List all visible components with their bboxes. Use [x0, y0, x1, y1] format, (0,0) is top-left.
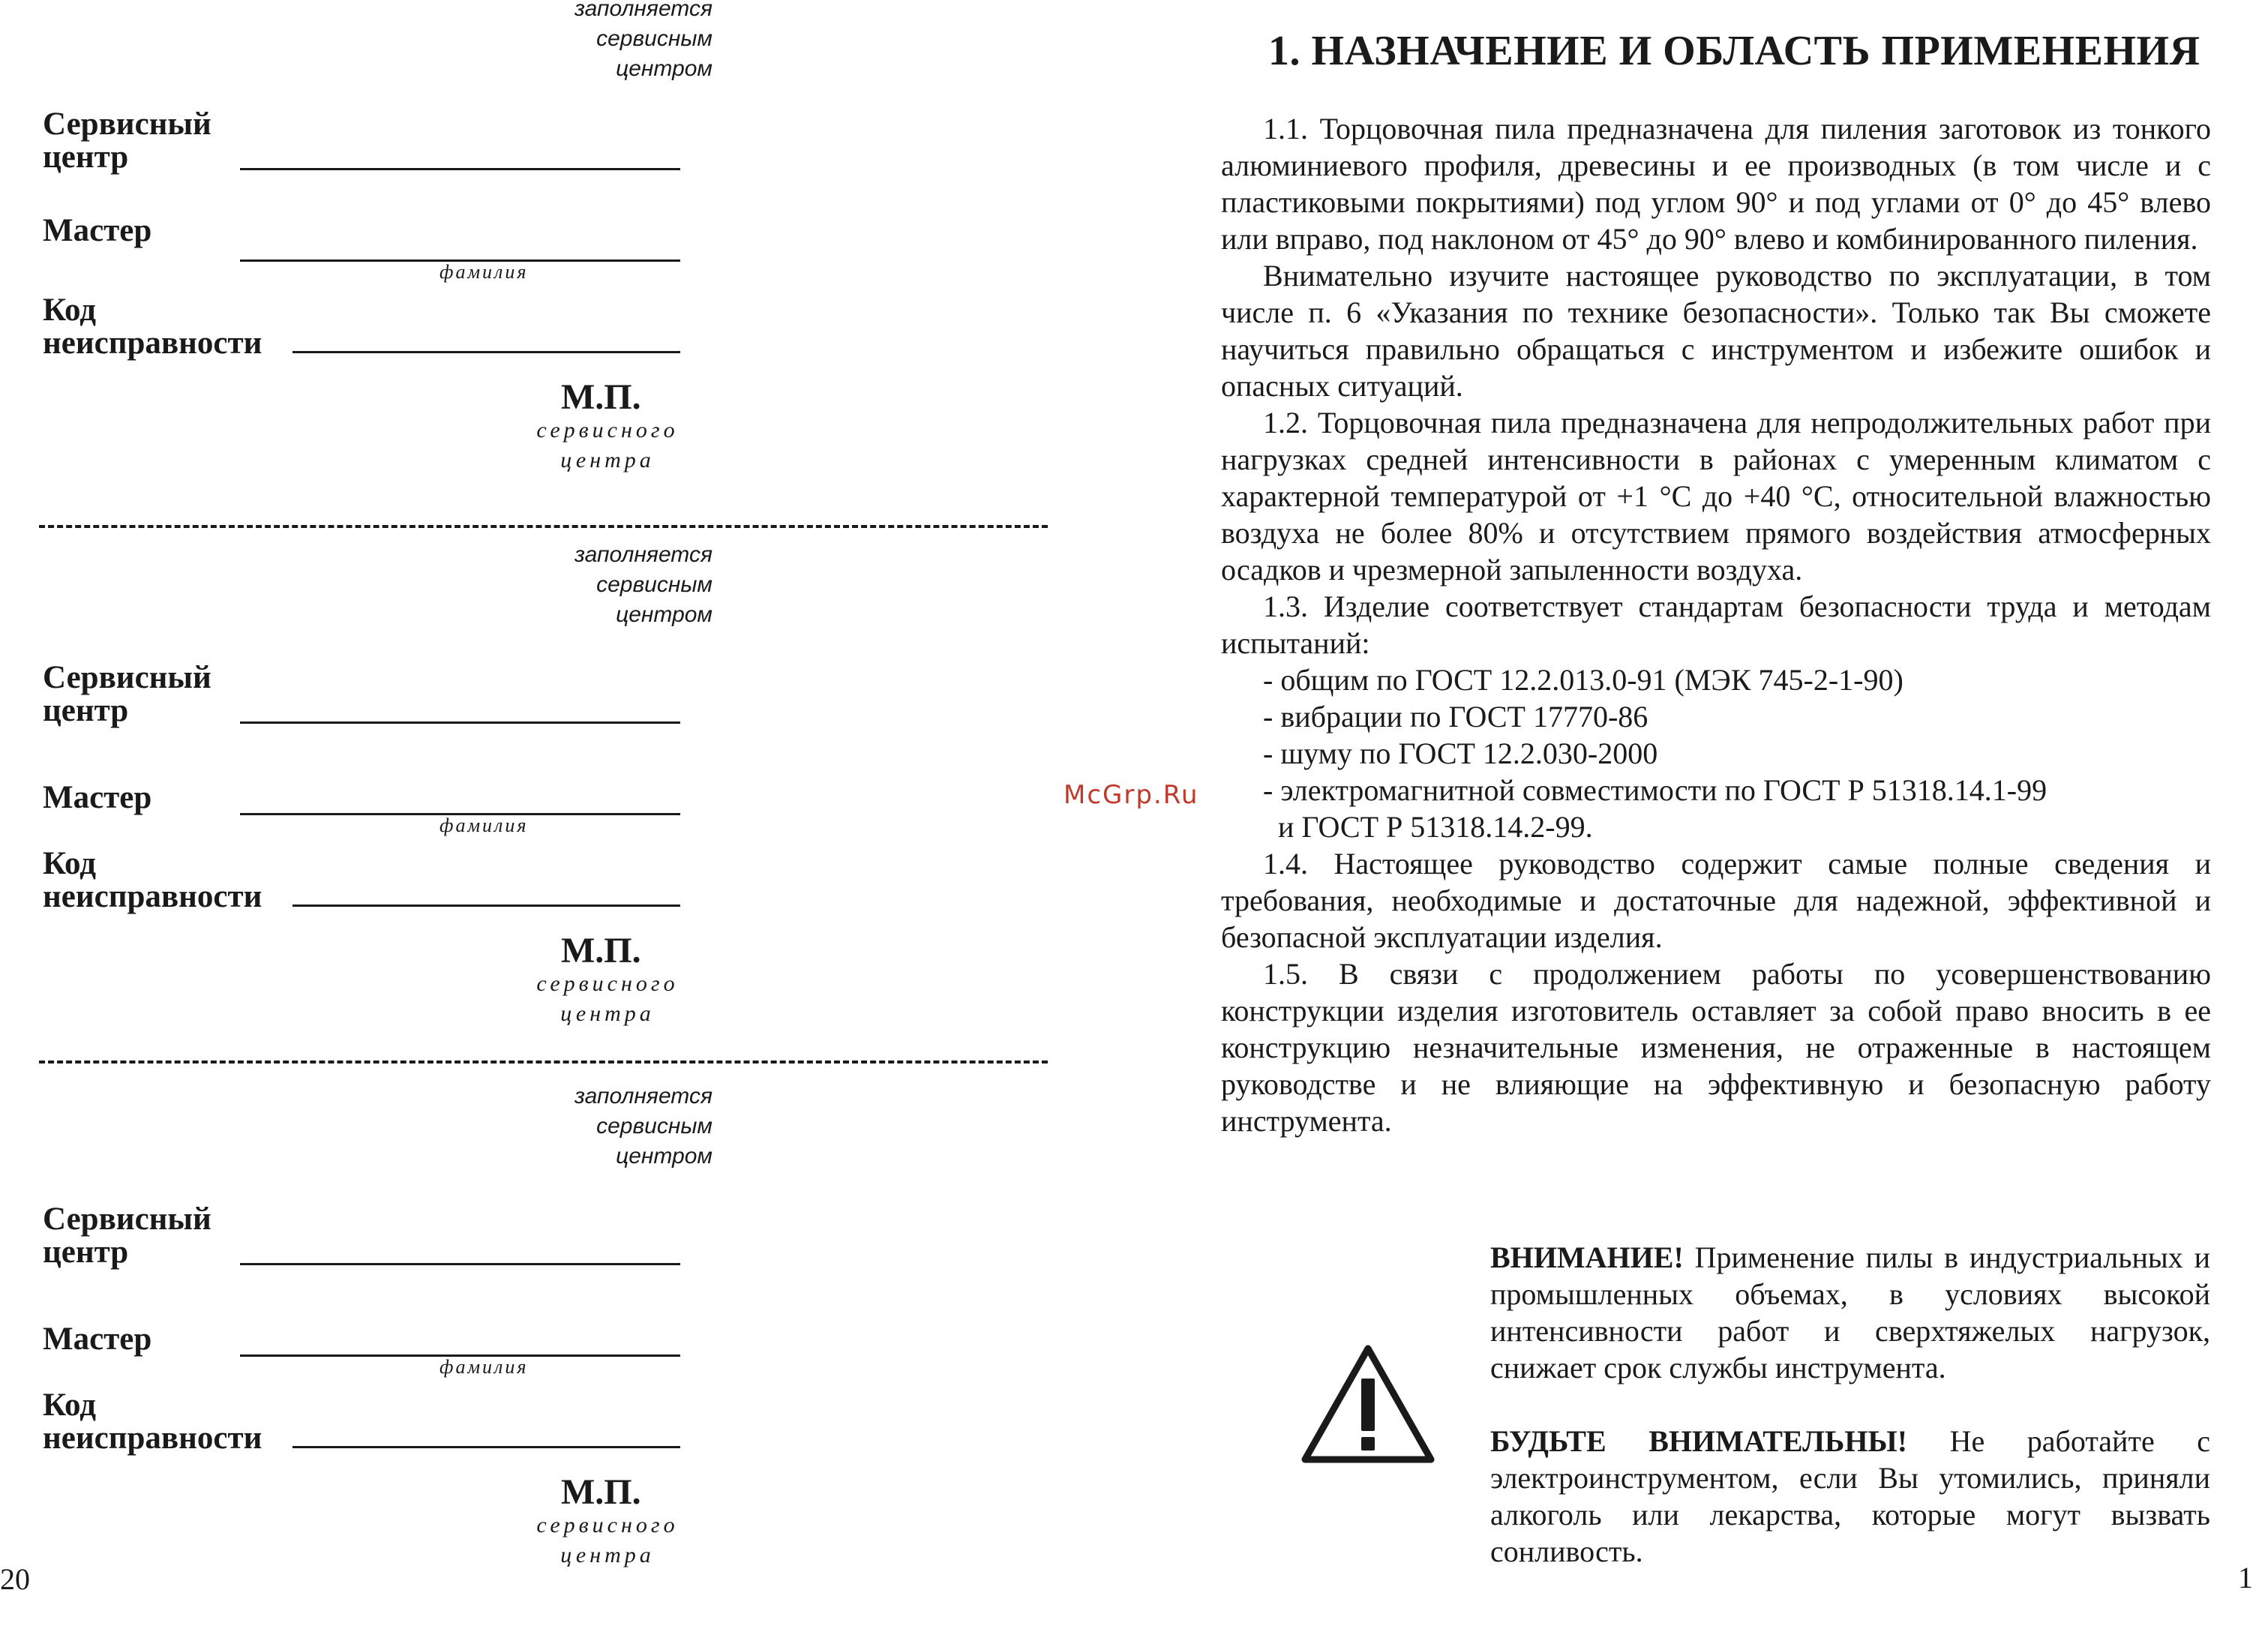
watermark: McGrp.Ru — [1064, 780, 1199, 810]
stamp-sub: сервисного центра — [536, 418, 679, 472]
right-page — [1185, 0, 2268, 1594]
service-center-label: Сервисный центр — [43, 660, 212, 728]
list-item: - общим по ГОСТ 12.2.013.0-91 (МЭК 745-2-1-90) — [1263, 663, 1904, 697]
service-coupon-1 — [0, 0, 1065, 534]
fill-note: заполняется сервисным центром — [574, 1084, 712, 1168]
service-coupon-3 — [0, 1082, 1065, 1629]
list-item: и ГОСТ Р 51318.14.2-99. — [1278, 810, 1593, 844]
stamp-label: М.П. — [561, 931, 641, 970]
service-center-line[interactable] — [240, 168, 680, 170]
list-item: - электромагнитной совместимости по ГОСТ Р 51318.14.1-99 — [1263, 773, 2048, 807]
paragraph-1-5: 1.5. В связи с продолжением работы по усовершенствованию конструкции изделия изготовитель оставляет за собой право вносить в ее конструкцию незначительные изменения, не отраженные в настоящем руководстве и не влияющие на эффективную и безопасную работу инструмента. — [1221, 957, 2211, 1138]
paragraph-1-4: 1.4. Настоящее руководство содержит самые полные сведения и требования, необходимые и достаточные для надежной, эффективной и безопасной эксплуатации изделия. — [1221, 847, 2211, 954]
fill-note: заполняется сервисным центром — [574, 542, 712, 627]
exclamation-triangle-icon — [1299, 1342, 1437, 1466]
master-label: Мастер — [43, 213, 152, 248]
paragraph-1-1: 1.1. Торцовочная пила предназначена для пиления заготовок из тонкого алюминиевого профиля, древесины и ее производных (в том числе и с пластиковыми покрытиями) под углом 90° и под углами от 0° до 45° влево или вправо, под наклоном от 45° до 90° влево и комбинированного пиления. — [1221, 112, 2211, 256]
service-center-label: Сервисный центр — [43, 1202, 212, 1270]
service-center-label: Сервисный центр — [43, 106, 212, 175]
page-number-right: 1 — [2238, 1561, 2253, 1594]
list-item: - вибрации по ГОСТ 17770-86 — [1263, 700, 1648, 734]
fault-code-label: Код неисправности — [43, 846, 262, 914]
fault-code-line[interactable] — [292, 351, 680, 353]
section-heading: 1. НАЗНАЧЕНИЕ И ОБЛАСТЬ ПРИМЕНЕНИЯ — [1268, 28, 2200, 74]
standards-list — [1221, 662, 2211, 845]
warning-text: Применение пилы в индустриальных и промышленных объемах, в условиях высокой интенсивности работ и сверхтяжелых нагрузок, снижает срок службы инструмента. — [1490, 1240, 2210, 1384]
paragraph-1-2: 1.2. Торцовочная пила предназначена для непродолжительных работ при нагрузках средней интенсивности в районах с умеренным климатом с характерной температурой от +1 °С до +40 °С, относительной влажностью воздуха не более 80% и отсутствием прямого воздействия атмосферных осадков и чрезмерной запыленности воздуха. — [1221, 406, 2211, 586]
fault-code-line[interactable] — [292, 904, 680, 907]
warning-title: ВНИМАНИЕ! — [1490, 1240, 1684, 1274]
fault-code-line[interactable] — [292, 1446, 680, 1448]
left-page — [0, 0, 1095, 1594]
cut-line-1 — [39, 525, 1048, 528]
stamp-sub: сервисного центра — [536, 971, 679, 1026]
stamp-label: М.П. — [561, 1472, 641, 1512]
warning-title: БУДЬТЕ ВНИМАТЕЛЬНЫ! — [1490, 1424, 1908, 1458]
surname-hint: фамилия — [440, 261, 529, 283]
warning-be-careful — [1490, 1423, 2210, 1570]
service-center-line[interactable] — [240, 722, 680, 724]
master-label: Мастер — [43, 1322, 152, 1357]
fault-code-label: Код неисправности — [43, 292, 262, 361]
surname-hint: фамилия — [440, 814, 529, 836]
warning-attention — [1490, 1239, 2210, 1386]
page-number-left: 20 — [0, 1562, 30, 1596]
service-center-line[interactable] — [240, 1263, 680, 1265]
paragraph-attention: Внимательно изучите настоящее руководство по эксплуатации, в том числе п. 6 «Указания по технике безопасности». Только так Вы сможете научиться правильно обращаться с инструментом и избежите ошибок и опасных ситуаций. — [1221, 259, 2211, 403]
paragraph-1-3: 1.3. Изделие соответствует стандартам безопасности труда и методам испытаний: — [1221, 590, 2211, 660]
fault-code-label: Код неисправности — [43, 1388, 262, 1456]
stamp-sub: сервисного центра — [536, 1513, 679, 1568]
cut-line-2 — [39, 1060, 1048, 1064]
surname-hint: фамилия — [440, 1356, 529, 1378]
service-coupon-2 — [0, 540, 1065, 1088]
stamp-label: М.П. — [561, 377, 641, 417]
fill-note: заполняется сервисным центром — [574, 0, 712, 81]
master-label: Мастер — [43, 780, 152, 815]
list-item: - шуму по ГОСТ 12.2.030-2000 — [1263, 736, 1658, 770]
warning-text: Не работайте с электроинструментом, если Вы утомились, приняли алкоголь или лекарства, которые могут вызвать сонливость. — [1490, 1424, 2210, 1568]
section-body — [1221, 110, 2211, 1139]
